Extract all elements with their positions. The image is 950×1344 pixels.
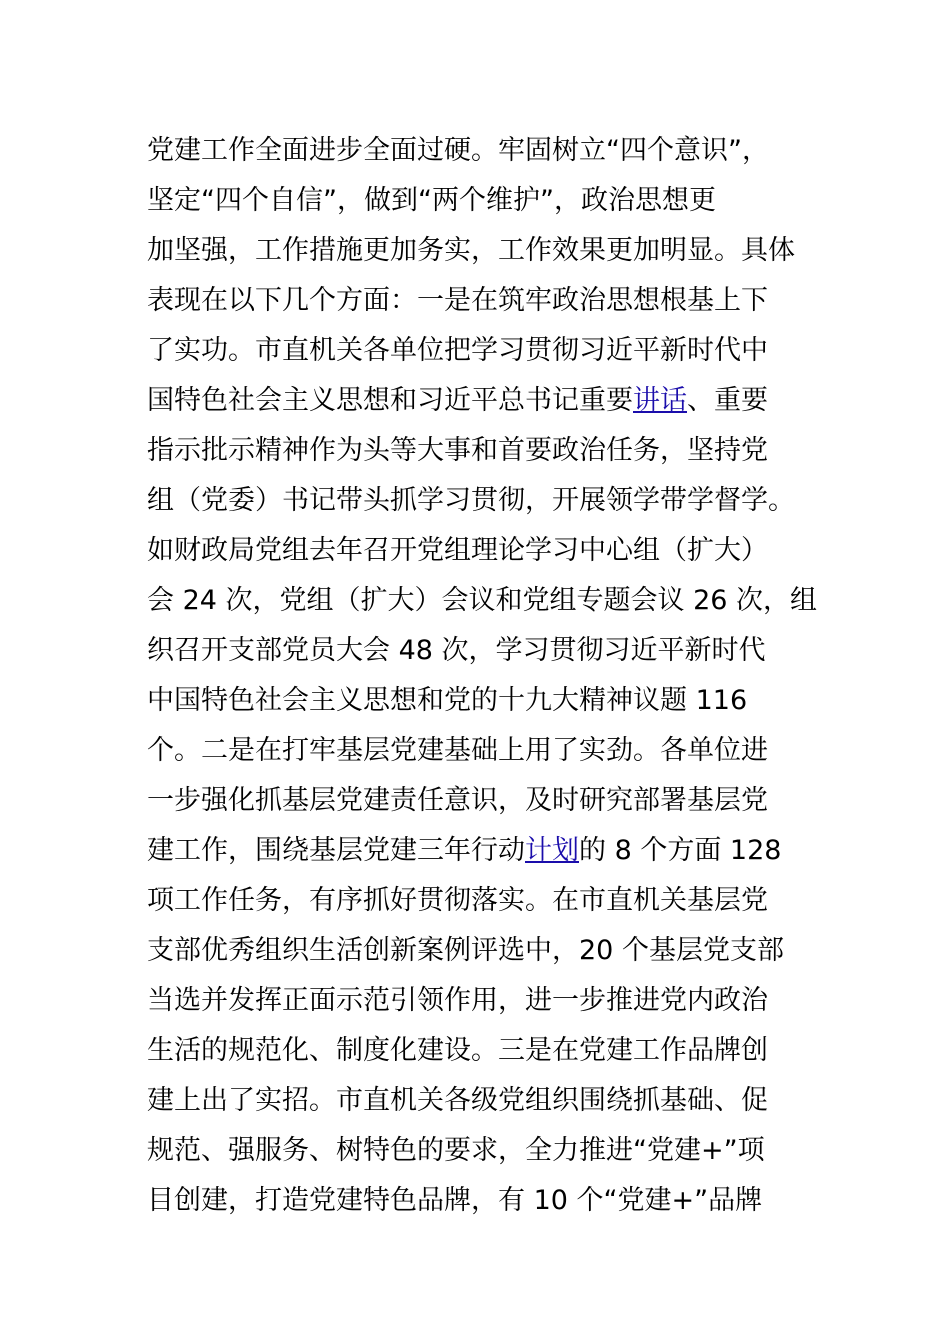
text-line: 了实功。市直机关各单位把学习贯彻习近平新时代中 — [147, 335, 768, 366]
text-line: 建上出了实招。市直机关各级党组织围绕抓基础、促 — [147, 1085, 768, 1116]
text-line: 当选并发挥正面示范引领作用，进一步推进党内政治 — [147, 985, 768, 1016]
document-body — [147, 126, 827, 1226]
text-line: 坚定“四个自信”，做到“两个维护”，政治思想更 — [147, 185, 716, 216]
text-line: 一步强化抓基层党建责任意识，及时研究部署基层党 — [147, 785, 768, 816]
text-line: 表现在以下几个方面：一是在筑牢政治思想根基上下 — [147, 285, 768, 316]
text-line: 支部优秀组织生活创新案例评选中，20 个基层党支部 — [147, 935, 784, 966]
text-line: 会 24 次，党组（扩大）会议和党组专题会议 26 次，组 — [147, 585, 818, 616]
text-line: 生活的规范化、制度化建设。三是在党建工作品牌创 — [147, 1035, 768, 1066]
text-line: 中国特色社会主义思想和党的十九大精神议题 116 — [147, 685, 748, 716]
text-segment: 、重要 — [687, 385, 768, 416]
text-line — [147, 376, 827, 426]
text-line: 党建工作全面进步全面过硬。牢固树立“四个意识”， — [147, 135, 769, 166]
text-line: 加坚强，工作措施更加务实，工作效果更加明显。具体 — [147, 235, 795, 266]
text-line: 项工作任务，有序抓好贯彻落实。在市直机关基层党 — [147, 885, 768, 916]
text-line: 规范、强服务、树特色的要求，全力推进“党建+”项 — [147, 1135, 765, 1166]
text-segment: 国特色社会主义思想和习近平总书记重要 — [147, 385, 633, 416]
text-line — [147, 826, 827, 876]
text-line: 如财政局党组去年召开党组理论学习中心组（扩大） — [147, 535, 768, 566]
text-line: 组（党委）书记带头抓学习贯彻，开展领学带学督学。 — [147, 485, 795, 516]
text-segment: 的 8 个方面 128 — [579, 835, 782, 866]
text-segment: 建工作，围绕基层党建三年行动 — [147, 835, 525, 866]
text-line: 指示批示精神作为头等大事和首要政治任务，坚持党 — [147, 435, 768, 466]
speech-link[interactable]: 讲话 — [633, 385, 687, 416]
text-line: 目创建，打造党建特色品牌，有 10 个“党建+”品牌 — [147, 1185, 763, 1216]
text-line: 织召开支部党员大会 48 次，学习贯彻习近平新时代 — [147, 635, 766, 666]
text-line: 个。二是在打牢基层党建基础上用了实劲。各单位进 — [147, 735, 768, 766]
plan-link[interactable]: 计划 — [525, 835, 579, 866]
